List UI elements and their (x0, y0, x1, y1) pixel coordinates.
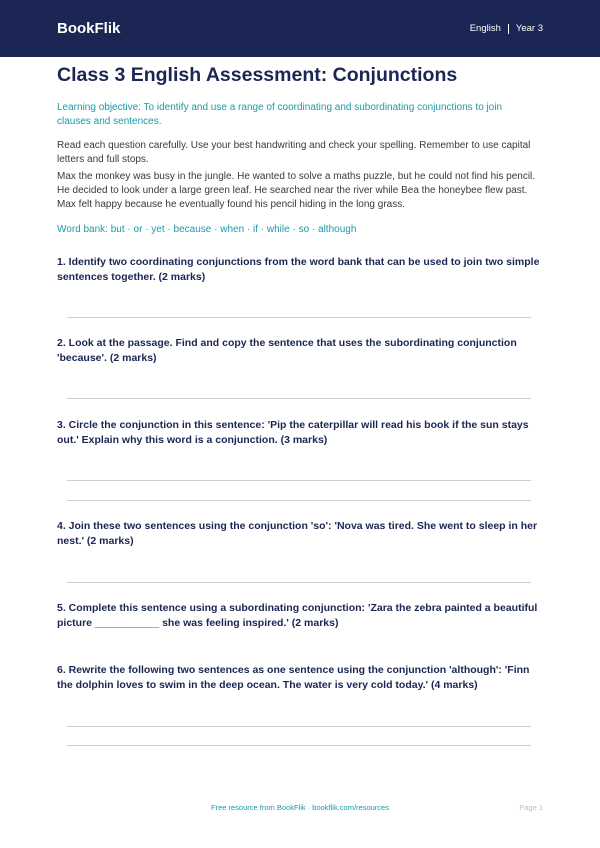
page-title: Class 3 English Assessment: Conjunctions (57, 64, 458, 86)
question-5: 5. Complete this sentence using a subordinating conjunction: 'Zara the zebra painted a beautiful picture ___________ she was feeling inspired.' (2 marks) (57, 602, 538, 629)
instructions-text: Read each question carefully. Use your best handwriting and check your spelling. Remember to use capital letters and full stops. (57, 140, 531, 165)
answer-line[interactable] (67, 317, 531, 318)
question-4: 4. Join these two sentences using the conjunction 'so': 'Nova was tired. She went to sleep in her nest.' (2 marks) (57, 520, 538, 547)
footer-credit: Free resource from BookFlik · bookflik.com/resources (211, 803, 389, 812)
year-label: Year 3 (515, 23, 543, 34)
answer-line[interactable] (67, 500, 531, 501)
answer-line[interactable] (67, 480, 531, 481)
answer-line[interactable] (67, 726, 531, 727)
subject-label: English (469, 23, 501, 34)
subject-year-label (470, 23, 543, 34)
answer-line[interactable] (67, 398, 531, 399)
brand-logo-text: BookFlik (57, 20, 121, 37)
learning-objective: Learning objective: To identify and use a range of coordinating and subordinating conjunctions to join clauses and sentences. (57, 102, 503, 127)
question-1: 1. Identify two coordinating conjunctions from the word bank that can be used to join two simple sentences together. (2 marks) (57, 256, 540, 283)
question-3: 3. Circle the conjunction in this sentence: 'Pip the caterpillar will read his book if the sun stays out.' Explain why this word is a conjunction. (3 marks) (57, 419, 529, 446)
divider (508, 24, 509, 34)
reading-passage: Max the monkey was busy in the jungle. He wanted to solve a maths puzzle, but he could not find his pencil. He decided to look under a large green leaf. He searched near the river while Bea the honeybee flew past. Max felt happy because he eventually found his pencil hiding in the long grass. (57, 171, 536, 210)
question-2: 2. Look at the passage. Find and copy the sentence that uses the subordinating conjunction 'because'. (2 marks) (57, 337, 517, 364)
answer-line[interactable] (67, 745, 531, 746)
answer-line[interactable] (67, 582, 531, 583)
page-number: Page 1 (519, 803, 543, 812)
page-header (0, 0, 600, 57)
question-6: 6. Rewrite the following two sentences as one sentence using the conjunction 'although': 'Finn the dolphin loves to swim in the deep ocean. The water is very cold today.' (4 marks) (57, 664, 530, 691)
word-bank: Word bank: but · or · yet · because · when · if · while · so · although (57, 224, 357, 235)
